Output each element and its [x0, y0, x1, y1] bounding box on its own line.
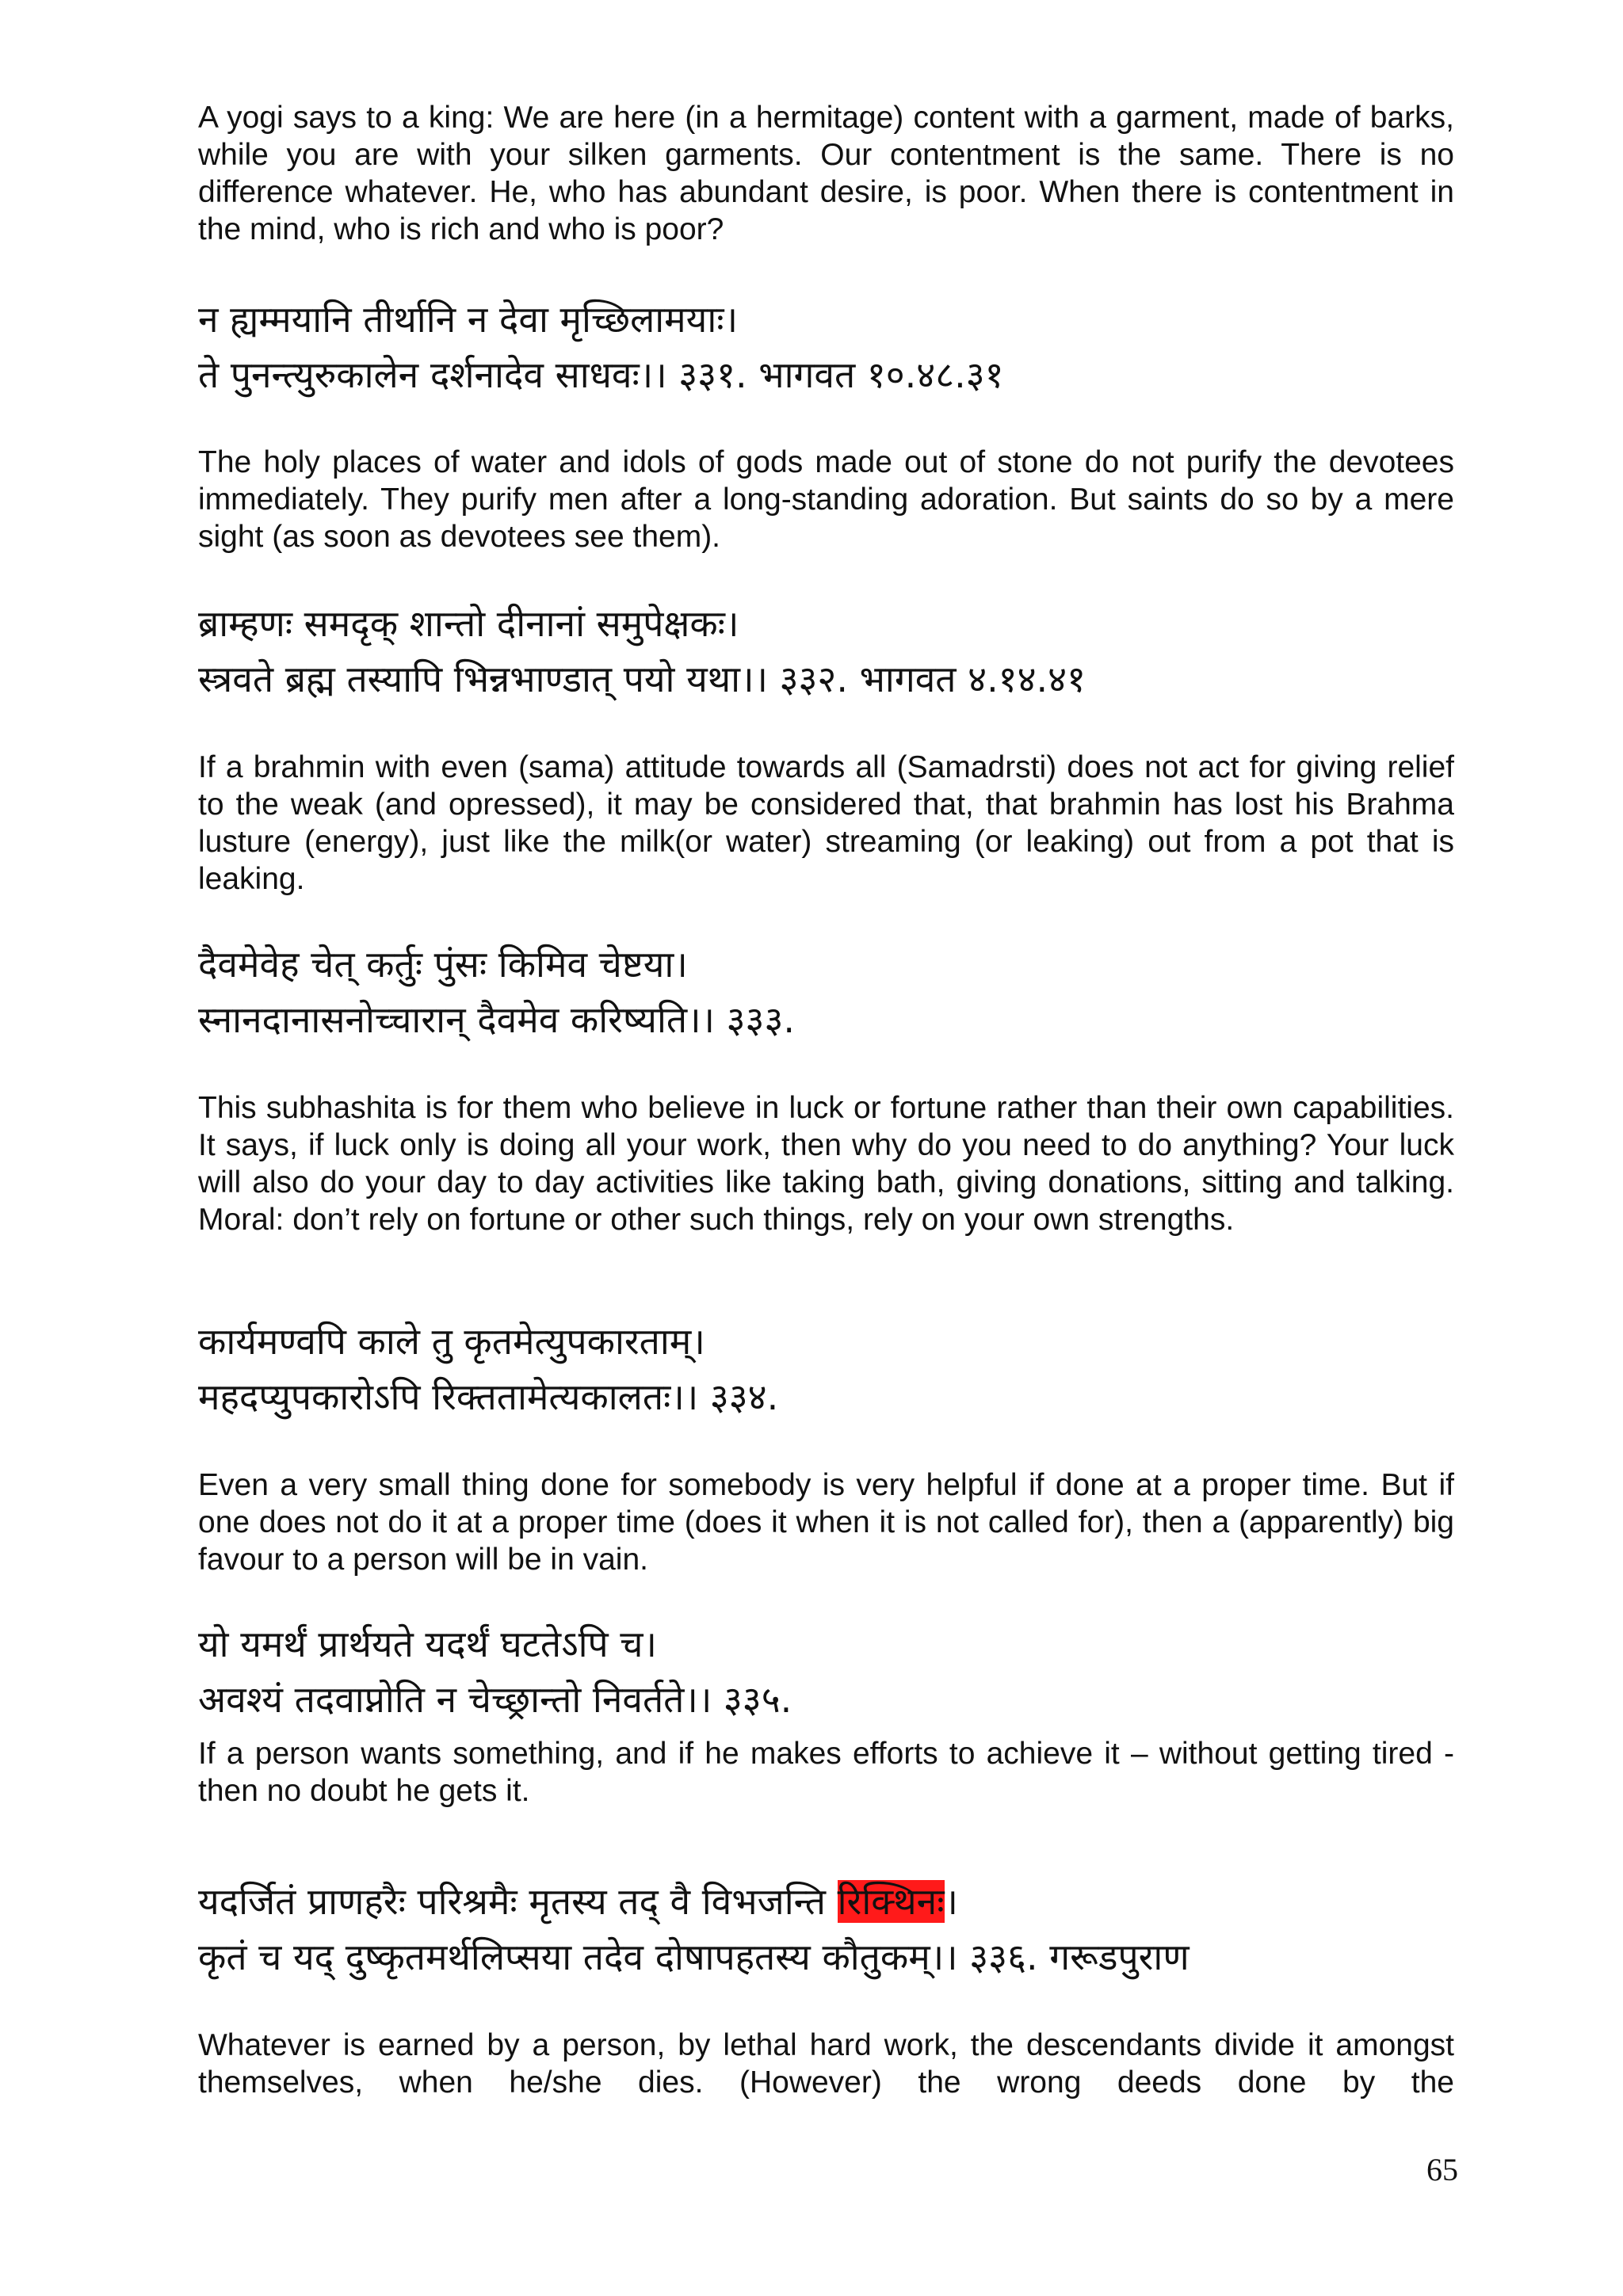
paragraph-text: Even a very small thing done for somebody is very helpful if done at a proper time. But if one does not do it at a proper time (does it when it is not called for), then a (apparently) big favour to a person will be in vain. — [198, 1468, 1454, 1577]
paragraph-holy-places — [198, 444, 1454, 555]
verse-line: कार्यमण्वपि काले तु कृतमेत्युपकारताम्। — [198, 1320, 705, 1363]
verse-line — [198, 1874, 1454, 1929]
paragraph-earned — [198, 2027, 1454, 2101]
verse-331 — [198, 292, 1454, 402]
paragraph-text: This subhashita is for them who believe in luck or fortune rather than their own capabilities. It says, if luck only is doing all your work, then why do you need to do anything? Your luck will also do your day to day activities like taking bath, giving donations, sitting and talking. Moral: don’t rely on fortune or other such things, rely on your own strengths. — [198, 1091, 1454, 1237]
paragraph-text: If a brahmin with even (sama) attitude towards all (Samadrsti) does not act for giving relief to the weak (and opressed), it may be considered that, that brahmin has lost his Brahma lusture (energy), just like the milk(or water) streaming (or leaking) out from a pot that is leaking. — [198, 750, 1454, 896]
paragraph-text: If a person wants something, and if he makes efforts to achieve it – without getting tired - then no doubt he gets it. — [198, 1737, 1454, 1808]
verse-335 — [198, 1616, 1454, 1727]
verse-333 — [198, 936, 1454, 1047]
verse-line: अवश्यं तदवाप्नोति न चेच्छ्रान्तो निवर्तते।। ३३५. — [198, 1678, 792, 1721]
paragraph-luck — [198, 1089, 1454, 1238]
paragraph-text: The holy places of water and idols of gods made out of stone do not purify the devotees immediately. They purify men after a long-standing adoration. But saints do so by a mere sight (as soon as devotees see them). — [198, 445, 1454, 554]
verse-text: यदर्जितं प्राणहरैः परिश्रमैः मृतस्य तद् वै विभजन्ति — [198, 1880, 838, 1923]
paragraph-text: Whatever is earned by a person, by lethal hard work, the descendants divide it amongst themselves, when he/she dies. (However) the wrong deeds done by the — [198, 2028, 1454, 2100]
highlighted-word: रिक्थिन — [837, 1880, 945, 1923]
verse-line: स्त्रवते ब्रह्म तस्यापि भिन्नभाण्डात् पयो यथा।। ३३२. भागवत ४.१४.४१ — [198, 658, 1086, 700]
verse-line: स्नानदानासनोच्चारान् दैवमेव करिष्यति।। ३३३. — [198, 998, 795, 1041]
verse-line: कृतं च यद् दुष्कृतमर्थलिप्सया तदेव दोषापहतस्य कौतुकम्।। ३३६. गरूडपुराण — [198, 1936, 1190, 1978]
verse-line: महदप्युपकारोऽपि रिक्ततामेत्यकालतः।। ३३४. — [198, 1375, 779, 1418]
paragraph-brahmin — [198, 749, 1454, 898]
verse-line: दैवमेवेह चेत् कर्तुः पुंसः किमिव चेष्टया। — [198, 943, 688, 986]
verse-334 — [198, 1314, 1454, 1425]
paragraph-text: A yogi says to a king: We are here (in a hermitage) content with a garment, made of barks, while you are with your silken garments. Our contentment is the same. There is no difference whatever. He, who has abundant desire, is poor. When there is contentment in the mind, who is rich and who is poor? — [198, 101, 1454, 246]
paragraph-yogi-king — [198, 99, 1454, 248]
verse-line: ते पुनन्त्युरुकालेन दर्शनादेव साधवः।। ३३१. भागवत १०.४८.३१ — [198, 353, 1004, 396]
paragraph-small-thing — [198, 1466, 1454, 1578]
verse-336 — [198, 1874, 1454, 1985]
page-number: 65 — [1426, 2152, 1458, 2187]
verse-line: ब्राम्हणः समदृक् शान्तो दीनानां समुपेक्षकः। — [198, 602, 739, 645]
verse-line: यो यमर्थं प्रार्थयते यदर्थं घटतेऽपि च। — [198, 1623, 657, 1665]
verse-332 — [198, 596, 1454, 707]
paragraph-efforts — [198, 1735, 1454, 1810]
verse-text: ः। — [944, 1880, 958, 1923]
verse-line: न ह्यम्मयानि तीर्थानि न देवा मृच्छिलामयाः। — [198, 298, 739, 341]
